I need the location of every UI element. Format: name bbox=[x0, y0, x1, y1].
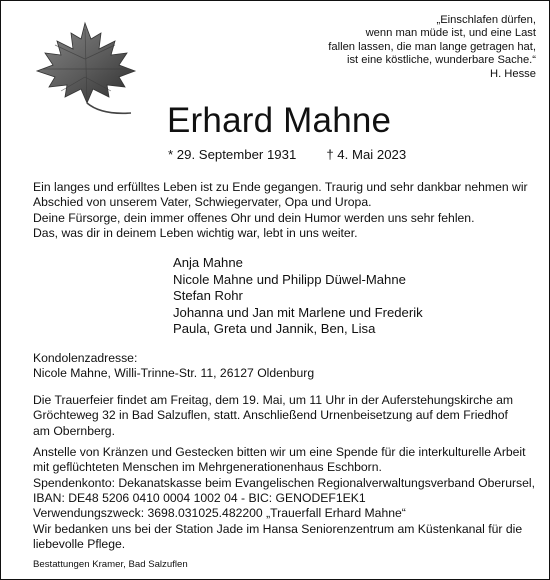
donation-line: Anstelle von Kränzen und Gestecken bitten wir um eine Spende für die interkulturelle Arbeit bbox=[33, 445, 526, 459]
quote-line: ist eine köstliche, wunderbare Sache.“ bbox=[346, 54, 536, 67]
family-member: Johanna und Jan mit Marlene und Frederik bbox=[173, 304, 423, 320]
hesse-quote bbox=[236, 14, 536, 81]
funeral-line: am Obernberg. bbox=[33, 423, 115, 438]
donation-line: Verwendungszweck: 3698.031025.482200 „Trauerfall Erhard Mahne“ bbox=[33, 506, 406, 521]
farewell-line: Deine Fürsorge, dein immer offenes Ohr und dein Humor werden uns sehr fehlen. bbox=[33, 210, 475, 225]
farewell-line: Das, was dir in deinem Leben wichtig war, lebt in uns weiter. bbox=[33, 225, 358, 240]
condolence-label: Kondolenzadresse: bbox=[33, 351, 138, 365]
family-member: Anja Mahne bbox=[173, 255, 243, 270]
quote-author: H. Hesse bbox=[489, 67, 536, 80]
funeral-info bbox=[33, 393, 543, 439]
family-member: Stefan Rohr bbox=[173, 288, 243, 304]
funeral-line: Die Trauerfeier findet am Freitag, dem 19. Mai, um 11 Uhr in der Auferstehungskirche am bbox=[33, 393, 514, 407]
farewell-line: Ein langes und erfülltes Leben ist zu Ende gegangen. Traurig und sehr dankbar nehmen wir bbox=[33, 180, 528, 194]
thanks-line: liebevolle Pflege. bbox=[33, 537, 126, 552]
donation-line: IBAN: DE48 5206 0410 0004 1002 04 - BIC: GENODEF1EK1 bbox=[33, 490, 366, 505]
maple-leaf-icon bbox=[27, 19, 143, 119]
life-dates bbox=[168, 147, 406, 163]
funeral-line: Gröchteweg 32 in Bad Salzuflen, statt. Anschließend Urnenbeisetzung auf dem Friedhof bbox=[33, 408, 508, 423]
family-member: Paula, Greta und Jannik, Ben, Lisa bbox=[173, 321, 376, 337]
death-date: † 4. Mai 2023 bbox=[326, 147, 407, 162]
quote-line: „Einschlafen dürfen, bbox=[436, 14, 536, 26]
family-member: Nicole Mahne und Philipp Düwel-Mahne bbox=[173, 271, 406, 287]
donation-line: mit geflüchteten Menschen im Mehrgenerationenhaus Eschborn. bbox=[33, 460, 382, 475]
farewell-line: Abschied von unserem Vater, Schwiegervater, Opa und Uropa. bbox=[33, 195, 372, 210]
deceased-name: Erhard Mahne bbox=[167, 101, 392, 140]
undertaker-credit: Bestattungen Kramer, Bad Salzuflen bbox=[33, 559, 188, 570]
donation-info bbox=[33, 445, 543, 521]
donation-line: Spendenkonto: Dekanatskasse beim Evangelischen Regionalverwaltungsverband Oberursel, bbox=[33, 475, 536, 490]
thanks-text bbox=[33, 522, 543, 553]
maple-leaf-stem bbox=[87, 103, 131, 113]
quote-line: wenn man müde ist, und eine Last bbox=[365, 27, 536, 40]
farewell-text bbox=[33, 180, 543, 241]
thanks-line: Wir bedanken uns bei der Station Jade im Hansa Seniorenzentrum am Küstenkanal für die bbox=[33, 522, 523, 536]
family-list bbox=[173, 255, 423, 338]
condolence-address bbox=[33, 351, 543, 382]
condolence-address-line: Nicole Mahne, Willi-Trinne-Str. 11, 26127 Oldenburg bbox=[33, 366, 315, 381]
quote-line: fallen lassen, die man lange getragen hat, bbox=[328, 40, 536, 53]
birth-date: * 29. September 1931 bbox=[168, 147, 297, 162]
